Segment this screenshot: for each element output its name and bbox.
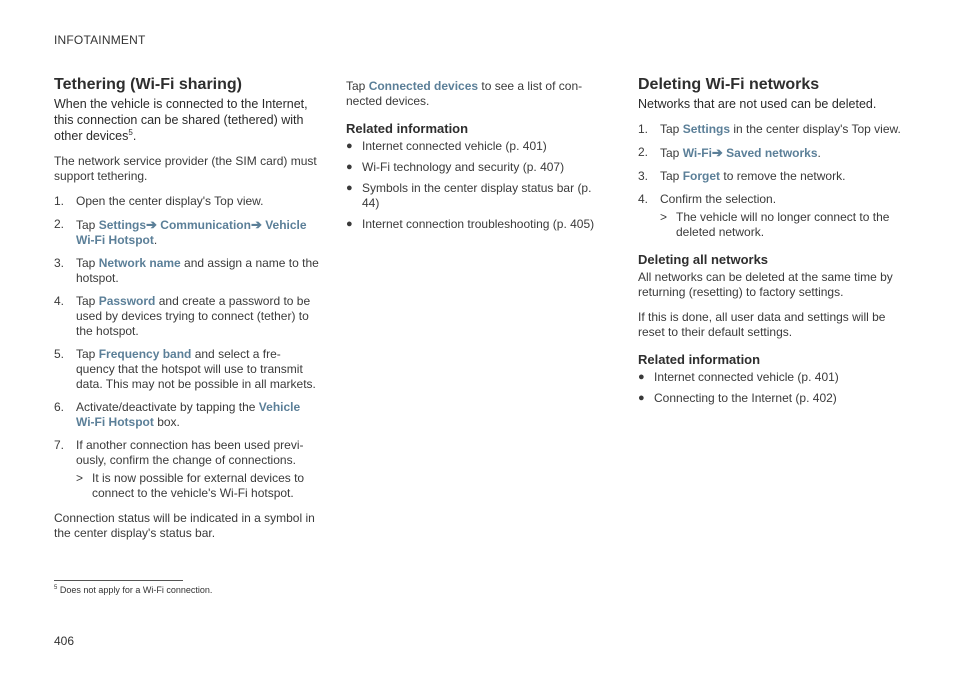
step [638,192,906,240]
footnote-ref[interactable]: 5 [128,127,133,137]
step-number: 3. [54,256,65,270]
lead-paragraph: Networks that are not used can be deleted. [638,97,877,111]
running-header: INFOTAINMENT [54,33,146,47]
step [54,294,322,339]
arrow-right-icon: ➔ [250,217,262,232]
result-text: The vehicle will no longer connect to the deleted network. [676,210,890,239]
menu-key-connected-devices: Connected devices [368,79,479,93]
step-text: box. [153,415,180,429]
section-title: Deleting Wi-Fi networks [638,76,820,93]
footnote-marker: 5 [54,585,58,591]
step-result [76,471,322,501]
step-text: If another connection has been used previ- ously, confirm the change of connections. [76,438,304,467]
footnote-text: Does not apply for a Wi-Fi connection. [59,585,213,595]
step-text: Tap [660,122,683,136]
tethering-steps [54,194,322,501]
step-text: to remove the network. [720,169,846,183]
step-number: 5. [54,347,65,361]
menu-key-wifi: Wi-Fi [682,146,712,160]
lead-end: . [132,129,137,143]
menu-key-settings: Settings [682,122,731,136]
note-paragraph: The network service provider (the SIM card) must support tethering. [54,154,317,183]
bullet-icon: ● [346,182,353,194]
related-info-heading: Related information [346,121,469,136]
link-text[interactable]: Connecting to the Internet (p. 402) [654,391,837,405]
step-text: Tap [76,218,99,232]
arrow-right-icon: ➔ [146,217,157,232]
link-text[interactable]: Internet connection troubleshooting (p. 405) [362,217,595,231]
step [638,145,906,161]
step [54,217,322,248]
menu-key-password: Password [98,294,156,308]
arrow-right-icon: ➔ [711,145,723,160]
related-link[interactable] [346,181,608,211]
menu-key-forget: Forget [682,169,721,183]
step-text: in the center display's Top view. [730,122,901,136]
menu-key-vehicle-wifi-hotspot-box: Vehicle Wi-Fi Hotspot [76,400,301,429]
link-text[interactable]: Wi-Fi technology and security (p. 407) [362,160,565,174]
menu-key-communication: Communication [160,218,251,232]
result-marker: > [76,471,84,485]
related-info-heading: Related information [638,352,761,367]
step-text: Tap [660,146,683,160]
step-text: Tap [660,169,683,183]
step [54,347,322,392]
subsection-heading: Deleting all networks [638,252,769,267]
menu-key-saved-networks: Saved networks [726,146,818,160]
related-link[interactable] [346,160,608,175]
link-text[interactable]: Internet connected vehicle (p. 401) [654,370,839,384]
footnote-divider [54,580,183,581]
intro-text: Tap [346,79,369,93]
tethering-section [54,76,322,551]
related-link[interactable] [346,139,608,154]
step-text: Tap [76,294,99,308]
step-number: 2. [638,145,649,159]
link-text[interactable]: Symbols in the center display status bar (p. 44) [362,181,592,210]
step-text: and select a fre- quency that the hotspot will use to transmit data. This may not be possible in all markets. [76,347,316,391]
step-text: . [817,146,821,160]
tethering-continued [346,79,608,238]
step [54,194,322,209]
step-text: Open the center display's Top view. [76,194,264,208]
delete-steps [638,122,906,240]
menu-key-vehicle-wifi-hotspot: Vehicle Wi-Fi Hotspot [76,218,307,247]
intro-text: to see a list of con- nected devices. [346,79,583,108]
footnote [54,585,212,596]
body-paragraph: If this is done, all user data and settings will be reset to their default settings. [638,310,886,339]
bullet-icon: ● [638,392,645,404]
step-text: Tap [76,347,99,361]
step [638,122,906,137]
menu-key-network-name: Network name [98,256,181,270]
related-links [638,370,906,406]
step [54,438,322,501]
deleting-networks-section [638,76,906,412]
menu-key-frequency-band: Frequency band [98,347,192,361]
step-number: 1. [54,194,65,208]
related-link[interactable] [346,217,608,232]
step-text: Activate/deactivate by tapping the [76,400,259,414]
link-text[interactable]: Internet connected vehicle (p. 401) [362,139,547,153]
intro-paragraph [346,79,608,109]
step-text: and assign a name to the hotspot. [76,256,319,285]
step-number: 6. [54,400,65,414]
step-text: . [153,233,158,247]
closing-paragraph: Connection status will be indicated in a symbol in the center display's status bar. [54,511,315,540]
step-result [660,210,906,240]
step-number: 4. [54,294,65,308]
bullet-icon: ● [346,218,353,230]
step [54,400,322,430]
bullet-icon: ● [638,371,645,383]
related-links [346,139,608,232]
step-text: Tap [76,256,99,270]
step-number: 7. [54,438,65,452]
related-link[interactable] [638,391,906,406]
step [638,169,906,184]
step-number: 1. [638,122,649,136]
section-title: Tethering (Wi-Fi sharing) [54,76,242,93]
step-number: 3. [638,169,649,183]
bullet-icon: ● [346,140,353,152]
bullet-icon: ● [346,161,353,173]
result-text: It is now possible for external devices to connect to the vehicle's Wi-Fi hotspot. [92,471,305,500]
step [54,256,322,286]
body-paragraph: All networks can be deleted at the same time by returning (resetting) to factory settings. [638,270,893,299]
step-number: 4. [638,192,649,206]
step-text: Confirm the selection. [660,192,777,206]
step-text: and create a password to be used by devices trying to connect (tether) to the hotspot. [76,294,311,338]
step-number: 2. [54,217,65,231]
result-marker: > [660,210,668,224]
lead-paragraph [54,96,322,144]
related-link[interactable] [638,370,906,385]
page-number: 406 [54,634,75,648]
lead-text: When the vehicle is connected to the Internet, this connection can be shared (tethered) with other devices [54,97,308,143]
menu-key-settings: Settings [98,218,147,232]
